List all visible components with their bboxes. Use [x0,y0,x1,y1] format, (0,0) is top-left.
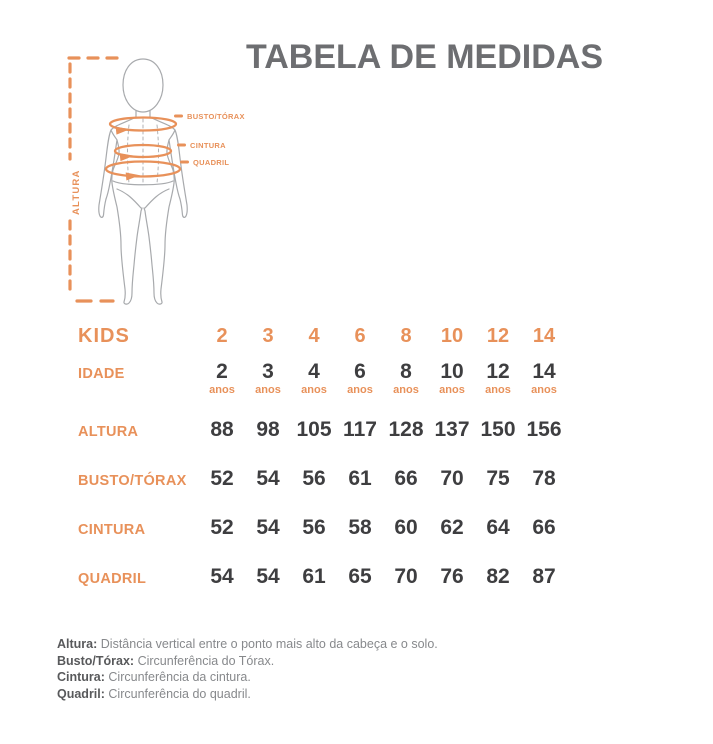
age-unit-label: anos [301,384,327,396]
value-cell [475,419,521,440]
age-unit-label: anos [393,384,419,396]
value: 54 [256,516,280,539]
value-cell [429,517,475,538]
value: 105 [296,418,332,441]
quadril-label: QUADRIL [193,158,230,167]
value: 12 [486,360,510,383]
row-label-quadril: QUADRIL [78,571,147,587]
size-header-2: 2 [216,325,228,347]
value-cell [475,361,521,396]
value: 56 [302,467,326,490]
value-cell [337,419,383,440]
value-cell [291,517,337,538]
value-cell [429,566,475,587]
value-cell [199,361,245,396]
size-header-4: 4 [308,325,320,347]
value: 4 [308,360,320,383]
value: 54 [256,565,280,588]
table-body [78,361,598,587]
value: 10 [440,360,464,383]
value-cell [429,419,475,440]
value-cell [245,468,291,489]
value-cell [475,517,521,538]
value-cell [337,517,383,538]
value: 76 [440,565,464,588]
table-row-quadril [78,566,598,587]
value-cell [291,468,337,489]
value: 98 [256,418,280,441]
value-cell [245,566,291,587]
age-unit-label: anos [347,384,373,396]
age-unit-label: anos [209,384,235,396]
footnote-definition: Circunferência do quadril. [108,686,251,701]
footnote-line [57,636,438,653]
footnote-term: Busto/Tórax: [57,653,135,668]
row-label-idade: IDADE [78,366,125,382]
value: 87 [532,565,556,588]
value-cell [521,468,567,489]
body-measurement-diagram [55,33,305,331]
footnote-line [57,653,438,670]
value: 78 [532,467,556,490]
size-header-12: 12 [486,325,510,347]
busto-torax-label: BUSTO/TÓRAX [187,112,245,121]
value-cell [337,468,383,489]
value: 137 [434,418,470,441]
footnote-definition: Circunferência da cintura. [108,670,251,684]
value: 14 [532,360,556,383]
age-unit-label: anos [485,384,511,396]
value-cell [383,468,429,489]
age-unit-label: anos [255,384,281,396]
row-label-cintura: CINTURA [78,522,146,538]
footnote-definition: Distância vertical entre o ponto mais alto da cabeça e o solo. [100,637,438,651]
altura-label: ALTURA [71,169,82,215]
value: 64 [486,516,510,539]
value-cell [383,517,429,538]
table-row-altura [78,419,598,440]
table-row-cintura [78,517,598,538]
value: 70 [394,565,418,588]
footnote-line [57,686,438,703]
value-cell [199,468,245,489]
value: 54 [210,565,234,588]
value: 128 [388,418,424,441]
table-row-idade [78,361,598,396]
value: 56 [302,516,326,539]
value-cell [521,361,567,396]
value-cell [383,419,429,440]
value: 82 [486,565,510,588]
value: 88 [210,418,234,441]
size-header-row [78,325,598,348]
value-cell [521,517,567,538]
value: 75 [486,467,510,490]
age-unit-label: anos [531,384,557,396]
value-cell [383,361,429,396]
footnote-term: Quadril: [57,686,105,701]
size-header-10: 10 [440,325,464,347]
value: 117 [343,418,377,441]
size-table [78,325,598,615]
page-title: TABELA DE MEDIDAS [246,38,603,76]
value-cell [521,566,567,587]
body-figure [99,59,187,304]
value: 61 [302,565,326,588]
footnote-term: Cintura: [57,670,105,684]
value-cell [429,361,475,396]
value-cell [383,566,429,587]
value-cell [521,419,567,440]
age-unit-label: anos [439,384,465,396]
value: 150 [480,418,516,441]
value-cell [199,517,245,538]
cintura-label: CINTURA [190,141,226,150]
value-cell [199,566,245,587]
value: 58 [348,516,372,539]
size-header-3: 3 [262,325,274,347]
value: 70 [440,467,464,490]
value-cell [245,419,291,440]
value: 66 [394,467,418,490]
value: 2 [216,360,228,383]
row-label-altura: ALTURA [78,424,139,440]
footnote-line [57,669,438,686]
value: 61 [348,467,372,490]
value-cell [199,419,245,440]
value: 156 [526,418,562,441]
value-cell [245,517,291,538]
value: 62 [440,516,464,539]
value-cell [291,419,337,440]
value-cell [245,361,291,396]
size-header-6: 6 [354,325,366,347]
footnote-term: Altura: [57,637,98,651]
value: 3 [262,360,274,383]
value: 60 [394,516,418,539]
value: 66 [532,516,556,539]
value: 52 [210,516,234,539]
measurement-labels [174,112,245,167]
size-header-8: 8 [400,325,412,347]
row-label-busto-t-rax: BUSTO/TÓRAX [78,473,187,489]
value-cell [475,468,521,489]
kids-label: KIDS [78,325,130,347]
footnote-definition: Circunferência do Tórax. [137,653,275,668]
value-cell [337,566,383,587]
value: 8 [400,360,412,383]
value: 52 [210,467,234,490]
value: 6 [354,360,366,383]
value-cell [337,361,383,396]
value-cell [429,468,475,489]
table-row-busto-t-rax [78,468,598,489]
footnotes [57,636,438,702]
value-cell [291,566,337,587]
value-cell [475,566,521,587]
size-header-14: 14 [532,325,556,347]
value-cell [291,361,337,396]
value: 54 [256,467,280,490]
value: 65 [348,565,372,588]
